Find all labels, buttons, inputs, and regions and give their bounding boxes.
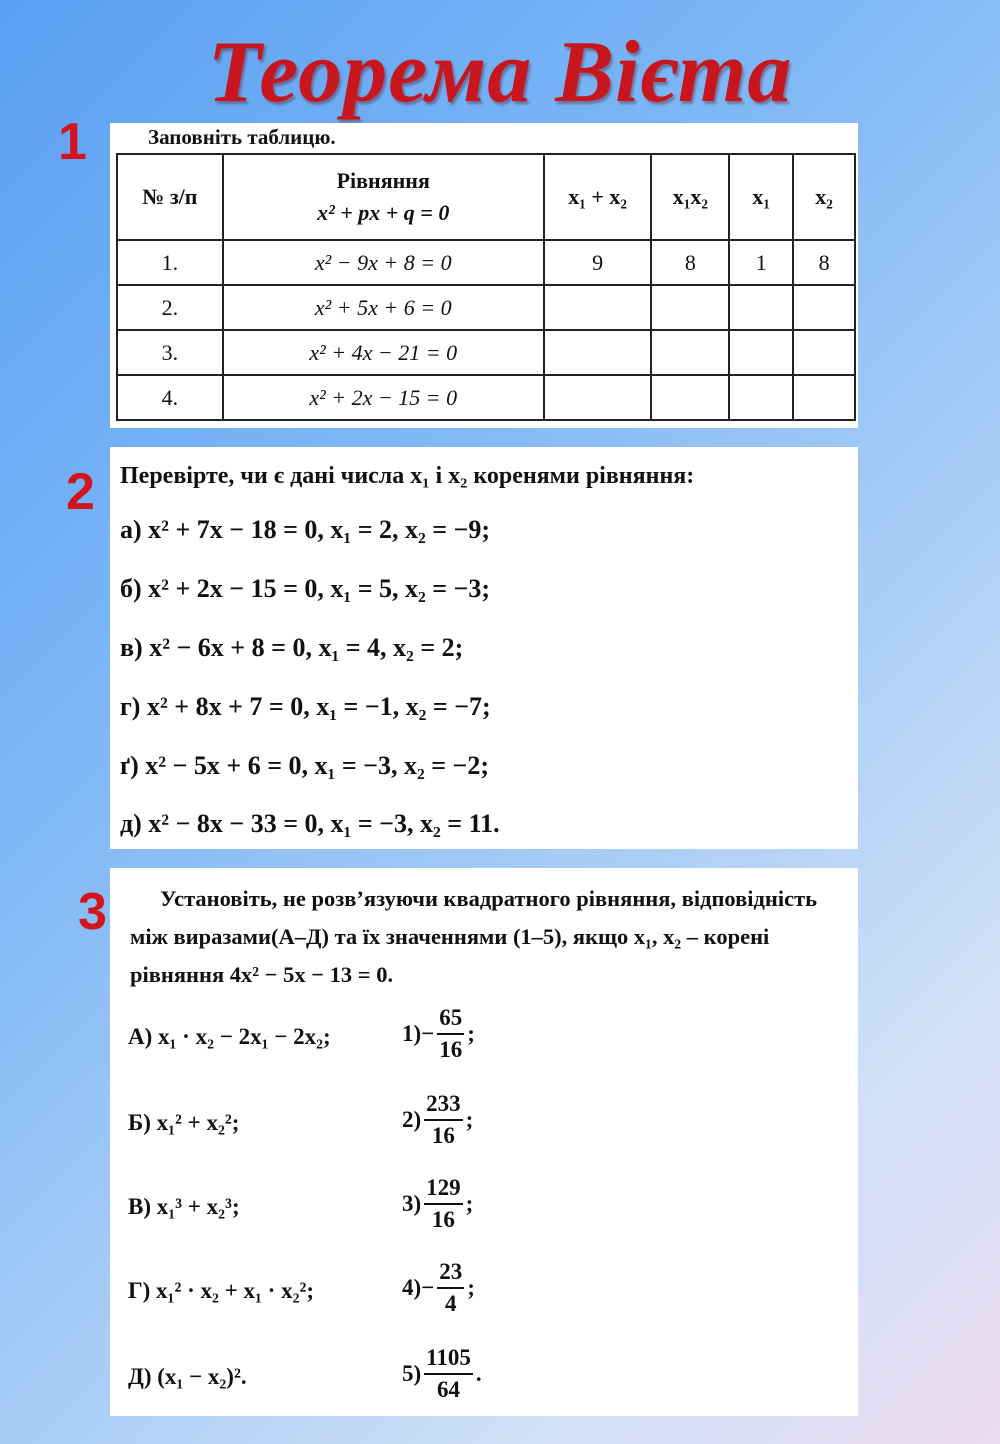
fraction <box>437 1257 464 1319</box>
header-num: № з/п <box>117 154 223 240</box>
row-equation: x² + 4x − 21 = 0 <box>223 330 544 375</box>
row-sum[interactable] <box>544 285 652 330</box>
value-end: . <box>475 1361 482 1386</box>
section-number-1: 1 <box>58 113 87 171</box>
denominator: 16 <box>431 1123 455 1148</box>
vieta-table <box>116 153 856 421</box>
task2-item-v: в) x² − 6x + 8 = 0, x₁ = 4, x₂ = 2; <box>120 633 464 662</box>
row-x1[interactable] <box>729 330 793 375</box>
value-1 <box>402 1003 475 1065</box>
header-product: x₁x₂ <box>651 154 729 240</box>
denominator: 64 <box>437 1377 461 1402</box>
header-x1: x₁ <box>729 154 793 240</box>
table-row <box>117 240 855 285</box>
row-product[interactable] <box>651 285 729 330</box>
value-sign: − <box>421 1021 435 1046</box>
value-5 <box>402 1343 482 1405</box>
task1-panel <box>110 123 858 428</box>
row-equation: x² + 5x + 6 = 0 <box>223 285 544 330</box>
value-label: 1) <box>402 1021 422 1046</box>
numerator: 233 <box>424 1089 463 1121</box>
value-label: 3) <box>402 1191 422 1216</box>
row-product[interactable] <box>651 330 729 375</box>
row-product[interactable]: 8 <box>651 240 729 285</box>
row-num: 4. <box>117 375 223 420</box>
denominator: 16 <box>439 1037 463 1062</box>
value-label: 2) <box>402 1107 422 1132</box>
row-sum[interactable] <box>544 375 652 420</box>
value-2 <box>402 1089 473 1151</box>
row-x1[interactable] <box>729 375 793 420</box>
task3-panel <box>110 868 858 1416</box>
denominator: 16 <box>431 1207 455 1232</box>
task2-item-h: г) x² + 8x + 7 = 0, x₁ = −1, x₂ = −7; <box>120 692 491 721</box>
table-row <box>117 285 855 330</box>
fraction <box>424 1173 463 1235</box>
task2-heading: Перевірте, чи є дані числа x₁ і x₂ коренями рівняння: <box>120 463 695 489</box>
value-4 <box>402 1257 475 1319</box>
fraction <box>437 1003 464 1065</box>
expr-h: Г) x₁² · x₂ + x₁ · x₂²; <box>128 1278 315 1303</box>
expr-b: Б) x₁² + x₂²; <box>128 1110 240 1135</box>
table-header-row <box>117 154 855 240</box>
header-x2: x₂ <box>793 154 855 240</box>
header-equation-form: x² + px + q = 0 <box>317 200 450 225</box>
row-sum[interactable] <box>544 330 652 375</box>
task2-item-d: д) x² − 8x − 33 = 0, x₁ = −3, x₂ = 11. <box>120 809 500 838</box>
row-x1[interactable] <box>729 285 793 330</box>
header-equation-title: Рівняння <box>336 168 430 193</box>
value-3 <box>402 1173 473 1235</box>
section-number-2: 2 <box>66 463 95 521</box>
task2-item-a: а) x² + 7x − 18 = 0, x₁ = 2, x₂ = −9; <box>120 515 491 544</box>
task2-item-b: б) x² + 2x − 15 = 0, x₁ = 5, x₂ = −3; <box>120 574 491 603</box>
numerator: 65 <box>437 1003 464 1035</box>
denominator: 4 <box>445 1291 457 1316</box>
fraction <box>424 1089 463 1151</box>
value-label: 4) <box>402 1275 422 1300</box>
page-title: Теорема Вієта <box>207 24 793 121</box>
section-number-3: 3 <box>78 883 107 941</box>
expr-a: А) x₁ · x₂ − 2x₁ − 2x₂; <box>128 1024 331 1049</box>
numerator: 1105 <box>424 1343 473 1375</box>
row-x2[interactable] <box>793 285 855 330</box>
numerator: 129 <box>424 1173 463 1205</box>
row-num: 3. <box>117 330 223 375</box>
row-x2[interactable] <box>793 330 855 375</box>
expr-v: В) x₁³ + x₂³; <box>128 1194 240 1219</box>
value-end: ; <box>465 1107 474 1132</box>
row-equation: x² + 2x − 15 = 0 <box>223 375 544 420</box>
task2-item-g: ґ) x² − 5x + 6 = 0, x₁ = −3, x₂ = −2; <box>120 751 490 780</box>
task3-text: Установіть, не розв’язуючи квадратного рівняння, відповідність між виразами(А–Д) та їх значеннями (1–5), якщо x₁, x₂ – корені рівняння 4x² − 5x − 13 = 0. <box>130 886 818 987</box>
task2-panel <box>110 447 858 849</box>
table-row <box>117 375 855 420</box>
value-end: ; <box>465 1191 474 1216</box>
row-equation: x² − 9x + 8 = 0 <box>223 240 544 285</box>
expr-d: Д) (x₁ − x₂)². <box>128 1364 247 1389</box>
row-num: 2. <box>117 285 223 330</box>
fraction <box>424 1343 473 1405</box>
row-x1[interactable]: 1 <box>729 240 793 285</box>
value-end: ; <box>467 1021 475 1046</box>
header-sum: x₁ + x₂ <box>544 154 652 240</box>
value-label: 5) <box>402 1361 422 1386</box>
header-equation <box>223 154 544 240</box>
row-x2[interactable] <box>793 375 855 420</box>
numerator: 23 <box>437 1257 464 1289</box>
table-row <box>117 330 855 375</box>
row-num: 1. <box>117 240 223 285</box>
value-sign: − <box>421 1275 435 1300</box>
value-end: ; <box>467 1275 475 1300</box>
row-sum[interactable]: 9 <box>544 240 652 285</box>
task1-caption: Заповніть таблицю. <box>148 125 336 149</box>
row-x2[interactable]: 8 <box>793 240 855 285</box>
row-product[interactable] <box>651 375 729 420</box>
